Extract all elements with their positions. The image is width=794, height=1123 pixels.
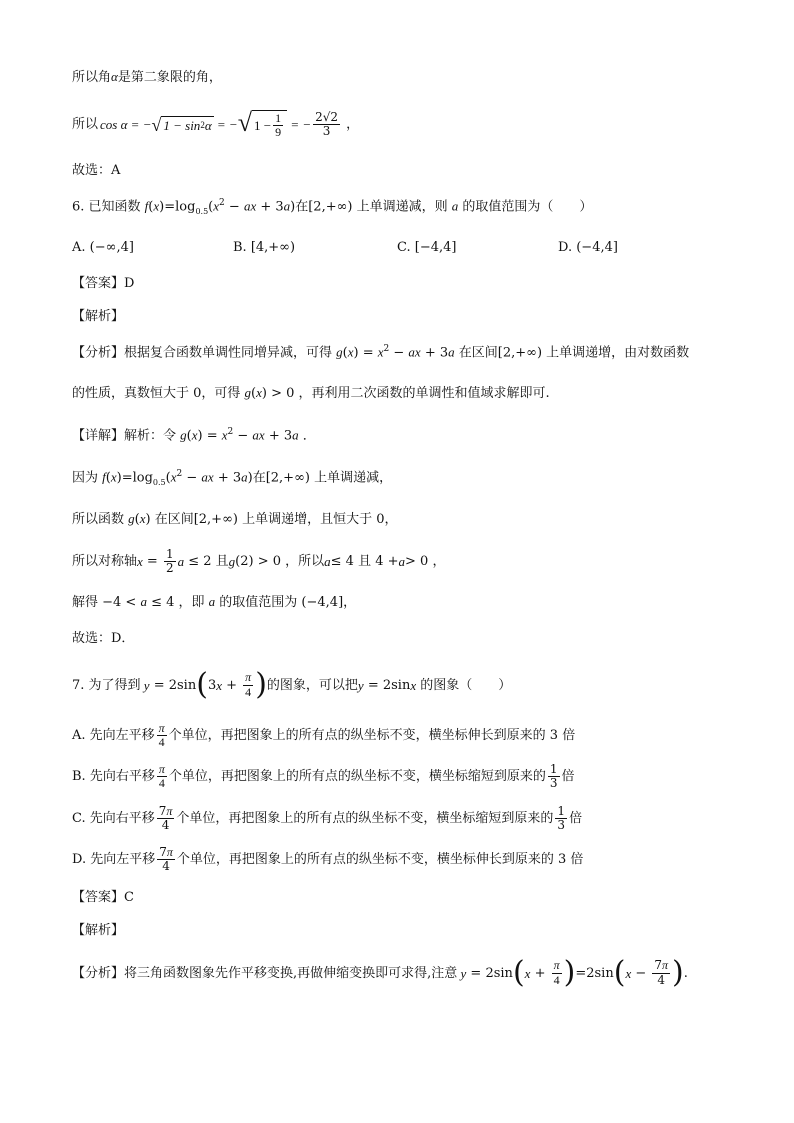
q6-option-d: D. (−4,4] xyxy=(558,240,618,255)
q6-detail-5: 故选：D． xyxy=(72,631,135,646)
question-6-stem: 6. 已知函数 $f(x)=\log_{0.5}(x^2$ − ax + 3a)在[2,+∞) 上单调递减，则 a 的取值范围为（ ） xyxy=(72,198,593,216)
q6-detail-intro: 【详解】解析：令 $g(x) = x^2$ − ax + 3a ． xyxy=(72,427,316,444)
q6-detail-2: 所以函数 g(x) 在区间[2,+∞) 上单调递增，且恒大于 0， xyxy=(72,511,398,527)
q6-answer: 【答案】D xyxy=(72,276,135,291)
text-line-choose-a: 故选：A xyxy=(72,163,121,178)
q7-option-d: D. 先向左平移 $\frac{7\pi}{4}$ 个单位，再把图象上的所有点的纵坐标不变，横坐标伸长到原来的 3 倍 xyxy=(72,845,584,874)
q6-detail-1: 因为 $f(x)=\log_{0.5}(x^2$ − ax + 3a)在[2,+∞) 上单调递减， xyxy=(72,469,393,487)
q7-jiexi-heading: 【解析】 xyxy=(72,923,125,938)
question-7-stem: 7. 为了得到 y = 2sin ( 3 x + $\frac{\pi}{4}$ ) 的图象，可以把 y = 2sin x 的图象（ ） xyxy=(72,667,512,702)
q7-answer: 【答案】C xyxy=(72,890,134,905)
q6-detail-3: 所以对称轴 x = $\frac{1}{2}$ a ≤ 2 且 g (2) > 0 ，所以 a ≤ 4 且 4 + a > 0 ， xyxy=(72,547,446,576)
q7-option-c: C. 先向右平移 $\frac{7\pi}{4}$ 个单位，再把图象上的所有点的纵坐标不变，横坐标缩短到原来的 $\frac{1}{3}$ 倍 xyxy=(72,804,583,833)
text-line-alpha-quadrant: 所以角α是第二象限的角， xyxy=(72,69,222,85)
q6-option-a: A. (−∞,4] xyxy=(72,240,134,255)
text-line-cos-alpha: 所以 cos α = − √ 1 − sin 2 α = − √ 1 − $\frac{1}{9}$ = − $\frac{2√2}{3}$ ， xyxy=(72,108,360,140)
q6-detail-4: 解得 −4 < a ≤ 4 ，即 a 的取值范围为 (−4,4]， xyxy=(72,594,357,610)
q7-analysis: 【分析】将三角函数图象先作平移变换,再做伸缩变换即可求得,注意 y = 2sin ( x + $\frac{\pi}{4}$ ) =2sin ( x − $\frac{7\pi}{4}$ ) . xyxy=(72,955,688,990)
q7-option-b: B. 先向右平移 $\frac{\pi}{4}$ 个单位，再把图象上的所有点的纵坐标不变，横坐标缩短到原来的 $\frac{1}{3}$ 倍 xyxy=(72,762,575,791)
q6-analysis-line-1: 【分析】根据复合函数单调性同增异减，可得 $g(x) = x^2$ − ax + 3a 在区间[2,+∞) 上单调递增，由对数函数 xyxy=(72,344,690,361)
q6-analysis-line-2: 的性质，真数恒大于 0，可得 g(x) > 0 ，再利用二次函数的单调性和值域求解即可. xyxy=(72,385,550,401)
q6-option-c: C. [−4,4] xyxy=(397,240,457,255)
q6-option-b: B. [4,+∞) xyxy=(233,240,296,255)
q7-option-a: A. 先向左平移 $\frac{\pi}{4}$ 个单位，再把图象上的所有点的纵坐标不变，横坐标伸长到原来的 3 倍 xyxy=(72,721,576,750)
q6-jiexi-heading: 【解析】 xyxy=(72,309,125,324)
